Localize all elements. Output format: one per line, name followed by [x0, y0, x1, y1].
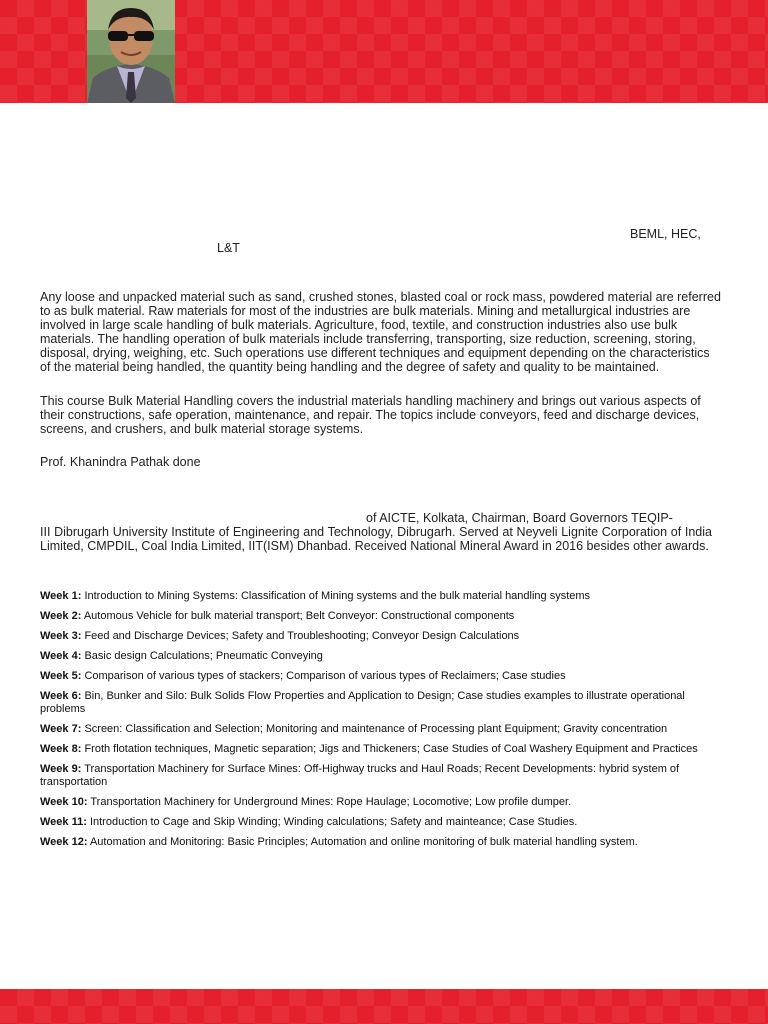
week-item [40, 743, 730, 756]
week-text: Introduction to Mining Systems: Classification of Mining systems and the bulk material handling systems [84, 590, 591, 602]
week-text: Screen: Classification and Selection; Monitoring and maintenance of Processing plant Equipment; Gravity concentration [84, 723, 668, 735]
week-item [40, 690, 730, 716]
instructor-bio-first-line: of AICTE, Kolkata, Chairman, Board Governors TEQIP- [366, 511, 673, 525]
week-item [40, 796, 730, 809]
week-text: Comparison of various types of stackers; Comparison of various types of Reclaimers; Case studies [84, 670, 566, 682]
week-text: Feed and Discharge Devices; Safety and Troubleshooting; Conveyor Design Calculations [84, 630, 520, 642]
intro-paragraph: Any loose and unpacked material such as sand, crushed stones, blasted coal or rock mass, powdered material are referred to as bulk material. Raw materials for most of the industries are bulk materials. Mining and metallurgical industries are involved in large scale handling of bulk materials. Agriculture, food, textile, and construction industries also use bulk materials. The handling operation of bulk materials include transferring, transporting, size reduction, screening, storing, disposal, drying, weighing, etc. Such operations use different techniques and equipment depending on the characteristics of the material being handled, the quantity being handling and the degree of safety and quality to be maintained. [40, 290, 721, 374]
week-label: Week 4: [40, 650, 82, 662]
instructor-name-line: Prof. Khanindra Pathak done [40, 455, 201, 469]
week-item [40, 590, 730, 603]
week-label: Week 9: [40, 763, 82, 775]
week-item [40, 630, 730, 643]
week-item [40, 610, 730, 623]
course-description: This course Bulk Material Handling covers the industrial materials handling machinery and brings out various aspects of their constructions, safe operation, maintenance, and repair. The topics include conveyors, feed and discharge devices, screens, and crushers, and bulk material storage systems. [40, 394, 701, 436]
week-label: Week 10: [40, 796, 88, 808]
footer-banner [0, 989, 768, 1024]
week-text: Automation and Monitoring: Basic Principles; Automation and online monitoring of bulk material handling system. [89, 836, 638, 848]
instructor-bio: III Dibrugarh University Institute of Engineering and Technology, Dibrugarh. Served at Neyveli Lignite Corporation of India Limited, CMPDIL, Coal India Limited, IIT(ISM) Dhanbad. Received National Mineral Award in 2016 besides other awards. [40, 525, 712, 553]
weekly-syllabus [40, 590, 730, 856]
week-item [40, 763, 730, 789]
week-label: Week 1: [40, 590, 82, 602]
week-text: Introduction to Cage and Skip Winding; Winding calculations; Safety and mainteance; Case Studies. [89, 816, 578, 828]
week-text: Froth flotation techniques, Magnetic separation; Jigs and Thickeners; Case Studies of Coal Washery Equipment and Practices [84, 743, 698, 755]
week-item [40, 670, 730, 683]
week-text: Transportation Machinery for Underground Mines: Rope Haulage; Locomotive; Low profile dumper. [90, 796, 572, 808]
companies-text-2: L&T [217, 241, 240, 255]
week-label: Week 7: [40, 723, 82, 735]
week-label: Week 11: [40, 816, 87, 828]
week-item [40, 723, 730, 736]
week-label: Week 2: [40, 610, 82, 622]
week-text: Automous Vehicle for bulk material transport; Belt Conveyor: Constructional components [83, 610, 515, 622]
week-label: Week 12: [40, 836, 88, 848]
week-text: Transportation Machinery for Surface Mines: Off-Highway trucks and Haul Roads; Recent Developments: hybrid system of transportation [40, 763, 680, 788]
week-label: Week 5: [40, 670, 82, 682]
week-item [40, 650, 730, 663]
week-label: Week 8: [40, 743, 82, 755]
instructor-photo [87, 0, 175, 103]
week-item [40, 836, 730, 849]
week-text: Bin, Bunker and Silo: Bulk Solids Flow Properties and Application to Design; Case studies examples to illustrate operational problems [40, 690, 685, 715]
week-item [40, 816, 730, 829]
week-text: Basic design Calculations; Pneumatic Conveying [84, 650, 323, 662]
companies-text-1: BEML, HEC, [630, 227, 701, 241]
week-label: Week 6: [40, 690, 82, 702]
week-label: Week 3: [40, 630, 82, 642]
